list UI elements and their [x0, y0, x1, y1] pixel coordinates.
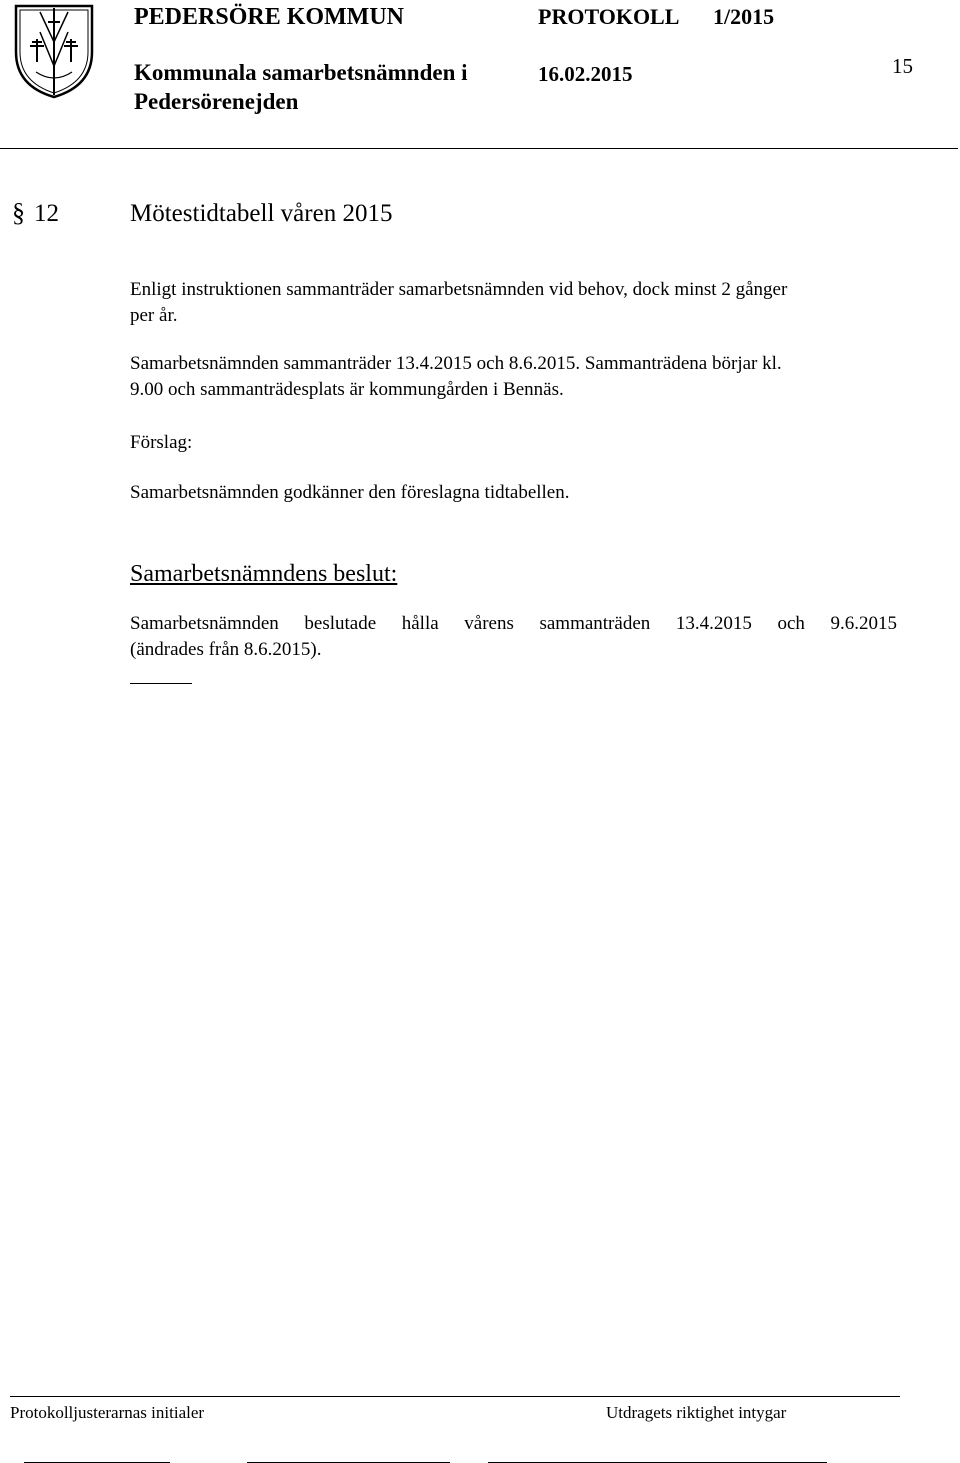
document-type: PROTOKOLL: [538, 4, 680, 29]
proposal-text: Samarbetsnämnden godkänner den föreslagna tidtabellen.: [130, 482, 570, 503]
municipal-coat-of-arms-icon: [10, 2, 98, 100]
section-end-mark: [130, 683, 192, 684]
decision-heading: Samarbetsnämndens beslut:: [130, 561, 398, 587]
section-number: 12: [34, 200, 59, 227]
footer-certification-label: Utdragets riktighet intygar: [606, 1403, 787, 1422]
page-number: 15: [892, 54, 913, 78]
body-name-line2: Pedersörenejden: [134, 89, 299, 114]
meeting-date: 16.02.2015: [538, 62, 633, 86]
paragraph-1-line-2: per år.: [130, 305, 178, 326]
paragraph-2-line-2: 9.00 och sammanträdesplats är kommungården i Bennäs.: [130, 379, 564, 400]
section-symbol: §: [12, 198, 25, 227]
section-title: Mötestidtabell våren 2015: [130, 200, 393, 227]
paragraph-2-line-1: Samarbetsnämnden sammanträder 13.4.2015 och 8.6.2015. Sammanträdena börjar kl.: [130, 353, 782, 374]
body-name-line1: Kommunala samarbetsnämnden i: [134, 60, 468, 85]
footer-divider: [10, 1396, 900, 1397]
decision-line-1: Samarbetsnämnden beslutade hålla vårens sammanträden 13.4.2015 och 9.6.2015: [130, 613, 897, 634]
footer-initials-label: Protokolljusterarnas initialer: [10, 1403, 205, 1422]
organization-name: PEDERSÖRE KOMMUN: [134, 4, 404, 30]
header-divider: [0, 148, 958, 149]
paragraph-1-line-1: Enligt instruktionen sammanträder samarbetsnämnden vid behov, dock minst 2 gånger: [130, 279, 788, 300]
proposal-heading: Förslag:: [130, 432, 193, 453]
document-number: 1/2015: [713, 4, 775, 29]
decision-line-2: (ändrades från 8.6.2015).: [130, 639, 322, 660]
